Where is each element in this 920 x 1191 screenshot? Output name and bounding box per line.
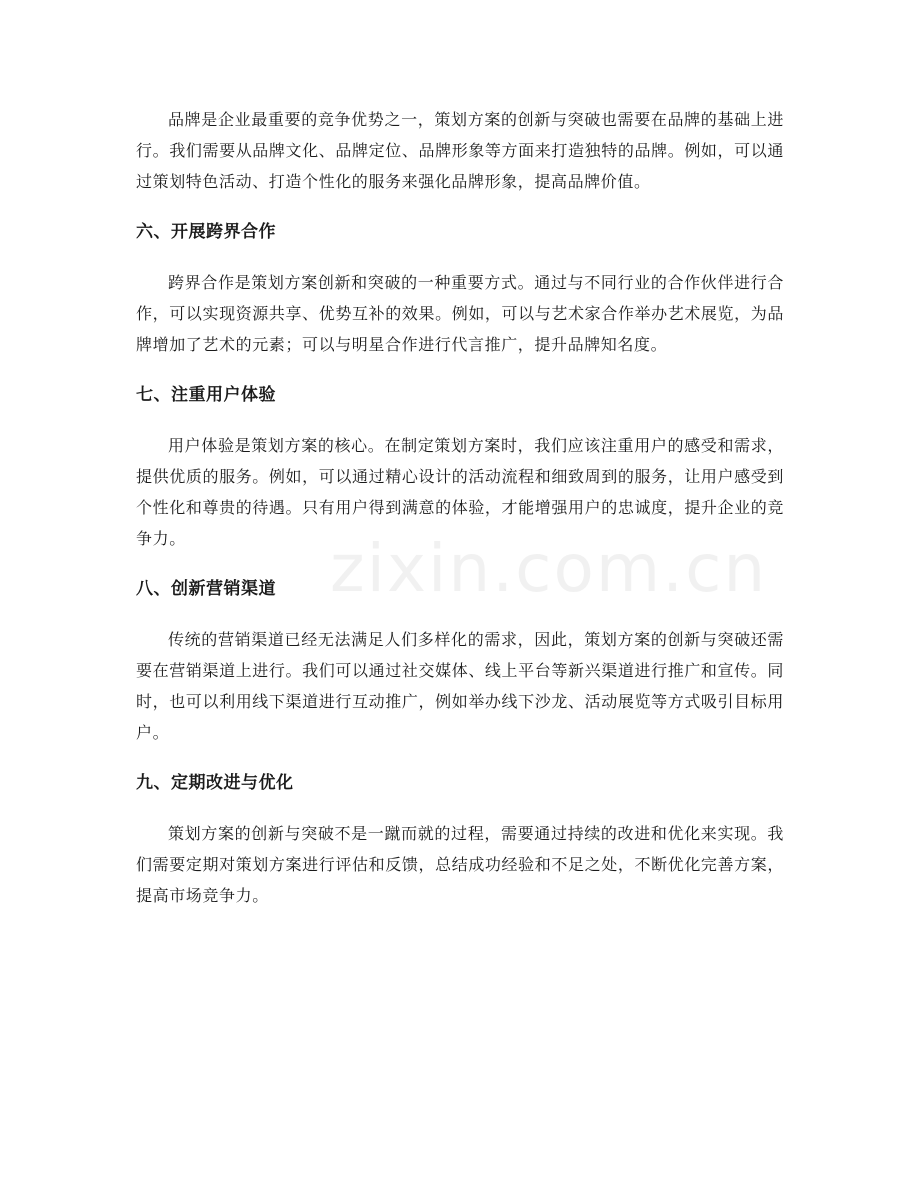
watermark: zixin.com.cn <box>330 530 768 607</box>
heading-user-experience: 七、注重用户体验 <box>136 385 276 405</box>
paragraph-cross-border-cooperation: 跨界合作是策划方案创新和突破的一种重要方式。通过与不同行业的合作伙伴进行合作，可以实现资源共享、优势互补的效果。例如，可以与艺术家合作举办艺术展览，为品牌增加了艺术的元素；可以与明星合作进行代言推广，提升品牌知名度。 <box>136 273 784 354</box>
paragraph-user-experience: 用户体验是策划方案的核心。在制定策划方案时，我们应该注重用户的感受和需求，提供优质的服务。例如，可以通过精心设计的活动流程和细致周到的服务，让用户感受到个性化和尊贵的待遇。只有用户得到满意的体验，才能增强用户的忠诚度，提升企业的竞争力。 <box>136 436 784 548</box>
document-body <box>136 104 784 911</box>
paragraph-marketing-channels: 传统的营销渠道已经无法满足人们多样化的需求，因此，策划方案的创新与突破还需要在营销渠道上进行。我们可以通过社交媒体、线上平台等新兴渠道进行推广和宣传。同时，也可以利用线下渠道进行互动推广，例如举办线下沙龙、活动展览等方式吸引目标用户。 <box>136 630 784 742</box>
heading-regular-improvement: 九、定期改进与优化 <box>136 773 294 793</box>
paragraph-brand: 品牌是企业最重要的竞争优势之一，策划方案的创新与突破也需要在品牌的基础上进行。我们需要从品牌文化、品牌定位、品牌形象等方面来打造独特的品牌。例如，可以通过策划特色活动、打造个性化的服务来强化品牌形象，提高品牌价值。 <box>136 110 784 191</box>
heading-cross-border-cooperation: 六、开展跨界合作 <box>136 222 276 242</box>
heading-marketing-channels: 八、创新营销渠道 <box>136 579 276 599</box>
paragraph-regular-improvement: 策划方案的创新与突破不是一蹴而就的过程，需要通过持续的改进和优化来实现。我们需要定期对策划方案进行评估和反馈，总结成功经验和不足之处，不断优化完善方案，提高市场竞争力。 <box>136 824 784 905</box>
